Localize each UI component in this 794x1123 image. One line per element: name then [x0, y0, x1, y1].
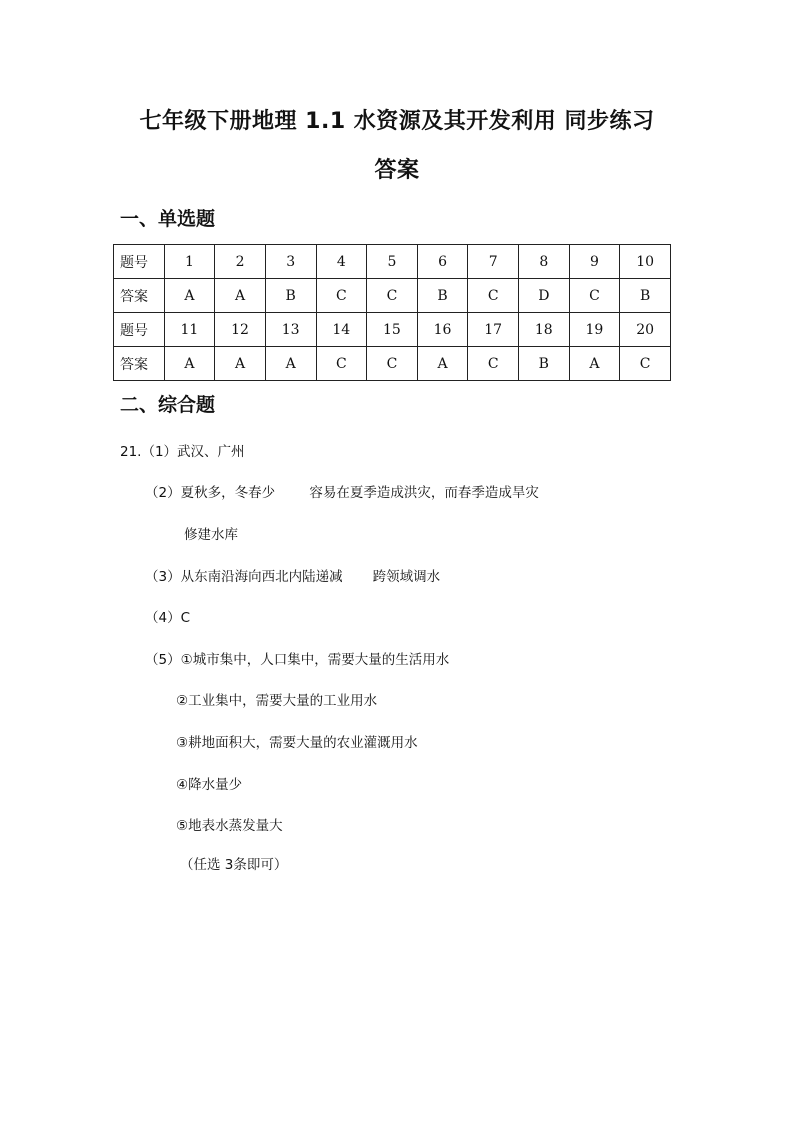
table-cell: B	[519, 347, 570, 381]
answer-line-q21-1: 21.（1）武汉、广州	[120, 444, 245, 460]
table-cell: 14	[316, 313, 367, 347]
answer-line-q21-3: （3）从东南沿海向西北内陆递减 跨领域调水	[145, 569, 441, 585]
table-cell: 16	[417, 313, 468, 347]
table-cell: 10	[620, 245, 671, 279]
table-cell: A	[164, 279, 215, 313]
table-cell: 答案	[114, 279, 165, 313]
table-cell: 15	[367, 313, 418, 347]
answer-line-q21-5-3: ③耕地面积大，需要大量的农业灌溉用水	[176, 735, 418, 751]
table-cell: A	[215, 279, 266, 313]
table-cell: C	[569, 279, 620, 313]
table-cell: 5	[367, 245, 418, 279]
table-cell: 9	[569, 245, 620, 279]
answer-line-q21-4: （4）C	[145, 610, 191, 626]
table-cell: 17	[468, 313, 519, 347]
table-cell: C	[367, 279, 418, 313]
table-cell: A	[265, 347, 316, 381]
table-cell: 20	[620, 313, 671, 347]
table-cell: 4	[316, 245, 367, 279]
table-cell: B	[620, 279, 671, 313]
table-cell: 题号	[114, 313, 165, 347]
table-cell: 6	[417, 245, 468, 279]
table-cell: 13	[265, 313, 316, 347]
table-cell: C	[316, 347, 367, 381]
table-cell: 12	[215, 313, 266, 347]
table-cell: A	[215, 347, 266, 381]
answer-line-q21-2b: 修建水库	[184, 527, 238, 543]
table-cell: 答案	[114, 347, 165, 381]
table-cell: C	[367, 347, 418, 381]
table-row	[114, 279, 671, 313]
table-cell: A	[569, 347, 620, 381]
section-heading-single-choice: 一、单选题	[120, 208, 216, 230]
table-cell: D	[519, 279, 570, 313]
table-cell: C	[620, 347, 671, 381]
table-cell: 7	[468, 245, 519, 279]
answer-table	[113, 244, 671, 381]
table-cell: B	[265, 279, 316, 313]
table-cell: 3	[265, 245, 316, 279]
table-row	[114, 347, 671, 381]
table-cell: A	[417, 347, 468, 381]
answer-note: （任选 3条即可）	[180, 857, 288, 873]
table-cell: 1	[164, 245, 215, 279]
table-cell: 题号	[114, 245, 165, 279]
document-subtitle: 答案	[374, 158, 420, 183]
table-row	[114, 245, 671, 279]
table-row	[114, 313, 671, 347]
answer-line-q21-5-5: ⑤地表水蒸发量大	[176, 818, 283, 834]
table-cell: 8	[519, 245, 570, 279]
table-cell: B	[417, 279, 468, 313]
table-cell: 18	[519, 313, 570, 347]
table-cell: C	[316, 279, 367, 313]
table-cell: 2	[215, 245, 266, 279]
table-cell: 11	[164, 313, 215, 347]
answer-line-q21-5-2: ②工业集中，需要大量的工业用水	[176, 693, 378, 709]
table-cell: C	[468, 279, 519, 313]
section-heading-comprehensive: 二、综合题	[120, 394, 216, 416]
table-cell: A	[164, 347, 215, 381]
document-title: 七年级下册地理 1.1 水资源及其开发利用 同步练习	[139, 109, 655, 134]
answer-line-q21-5-4: ④降水量少	[176, 777, 243, 793]
answer-line-q21-5: （5）①城市集中，人口集中，需要大量的生活用水	[145, 652, 450, 668]
answer-line-q21-2: （2）夏秋多，冬春少 容易在夏季造成洪灾，而春季造成旱灾	[145, 485, 539, 501]
table-cell: 19	[569, 313, 620, 347]
table-cell: C	[468, 347, 519, 381]
